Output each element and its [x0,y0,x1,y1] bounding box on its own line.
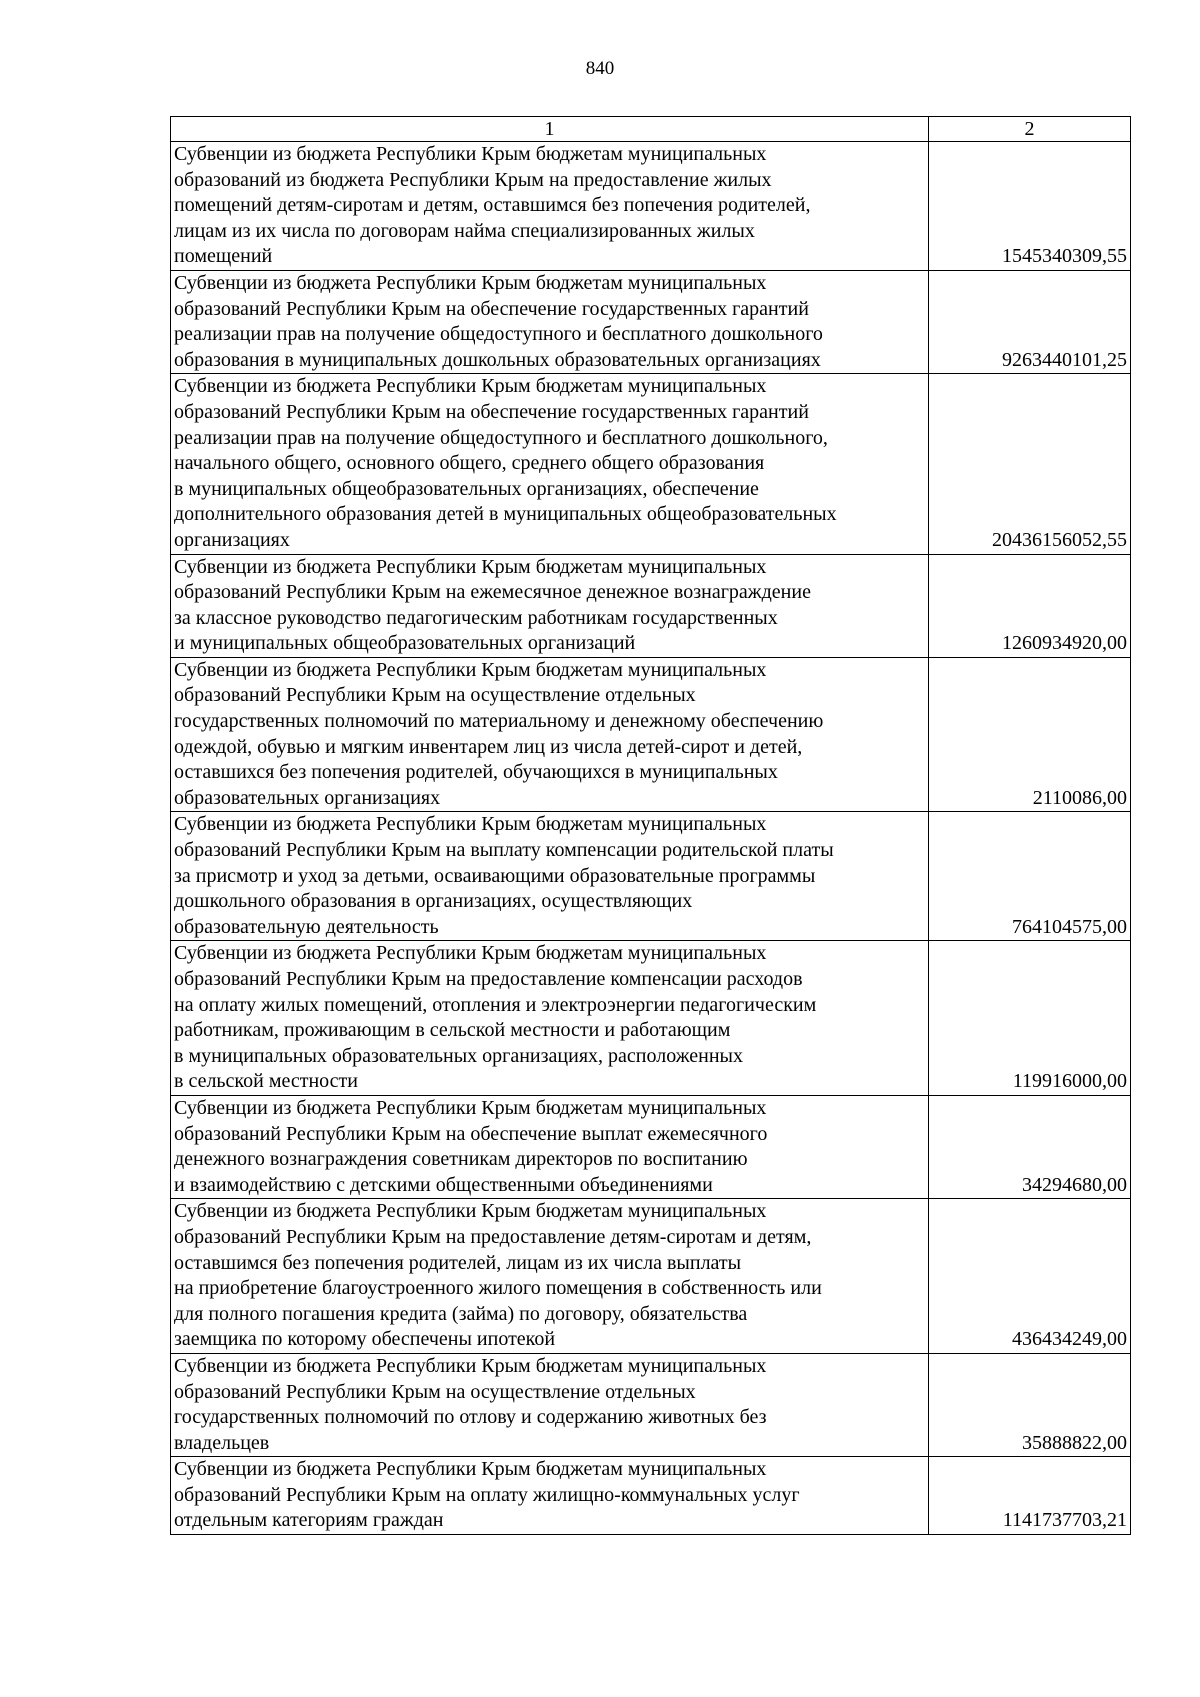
table-row [171,1353,1131,1456]
page-number: 840 [585,58,615,79]
table-header [171,117,1131,142]
row-amount: 764104575,00 [929,812,1131,941]
row-amount: 436434249,00 [929,1199,1131,1354]
table-body [171,142,1131,1535]
table-row [171,657,1131,812]
row-description: Субвенции из бюджета Республики Крым бюджетам муниципальных образований Республики Крым на оплату жилищно-коммунальных услуг отдельным категориям граждан [171,1457,929,1535]
budget-table [170,116,1131,1535]
table-row [171,270,1131,373]
row-description: Субвенции из бюджета Республики Крым бюджетам муниципальных образований из бюджета Республики Крым на предоставление жилых помещений детям-сиротам и детям, оставшимся без попечения родителей, лицам из их числа по договорам найма специализированных жилых помещений [171,142,929,271]
row-amount: 1545340309,55 [929,142,1131,271]
row-description: Субвенции из бюджета Республики Крым бюджетам муниципальных образований Республики Крым на осуществление отдельных государственных полномочий по материальному и денежному обеспечению одеждой, обувью и мягким инвентарем лиц из числа детей-сирот и детей, оставшихся без попечения родителей, обучающихся в муниципальных образовательных организациях [171,657,929,812]
row-description: Субвенции из бюджета Республики Крым бюджетам муниципальных образований Республики Крым на осуществление отдельных государственных полномочий по отлову и содержанию животных без владельцев [171,1353,929,1456]
table-row [171,554,1131,657]
row-amount: 2110086,00 [929,657,1131,812]
row-amount: 1260934920,00 [929,554,1131,657]
row-description: Субвенции из бюджета Республики Крым бюджетам муниципальных образований Республики Крым на обеспечение государственных гарантий реализации прав на получение общедоступного и бесплатного дошкольного, начального общего, основного общего, среднего общего образования в муниципальных общеобразовательных организациях, обеспечение дополнительного образования детей в муниципальных общеобразовательных организациях [171,374,929,554]
row-amount: 35888822,00 [929,1353,1131,1456]
row-amount: 9263440101,25 [929,270,1131,373]
header-row [171,117,1131,142]
row-description: Субвенции из бюджета Республики Крым бюджетам муниципальных образований Республики Крым на обеспечение выплат ежемесячного денежного вознаграждения советникам директоров по воспитанию и взаимодействию с детскими общественными объединениями [171,1095,929,1198]
table-row [171,1457,1131,1535]
row-description: Субвенции из бюджета Республики Крым бюджетам муниципальных образований Республики Крым на предоставление компенсации расходов на оплату жилых помещений, отопления и электроэнергии педагогическим работникам, проживающим в сельской местности и работающим в муниципальных образовательных организациях, расположенных в сельской местности [171,941,929,1096]
row-description: Субвенции из бюджета Республики Крым бюджетам муниципальных образований Республики Крым на обеспечение государственных гарантий реализации прав на получение общедоступного и бесплатного дошкольного образования в муниципальных дошкольных образовательных организациях [171,270,929,373]
table-row [171,374,1131,554]
row-description: Субвенции из бюджета Республики Крым бюджетам муниципальных образований Республики Крым на выплату компенсации родительской платы за присмотр и уход за детьми, осваивающими образовательные программы дошкольного образования в организациях, осуществляющих образовательную деятельность [171,812,929,941]
table-row [171,142,1131,271]
column-header-1: 1 [171,117,929,142]
row-amount: 119916000,00 [929,941,1131,1096]
table-row [171,812,1131,941]
row-amount: 1141737703,21 [929,1457,1131,1535]
table-row [171,1095,1131,1198]
table-row [171,1199,1131,1354]
row-description: Субвенции из бюджета Республики Крым бюджетам муниципальных образований Республики Крым на ежемесячное денежное вознаграждение за классное руководство педагогическим работникам государственных и муниципальных общеобразовательных организаций [171,554,929,657]
table-row [171,941,1131,1096]
row-description: Субвенции из бюджета Республики Крым бюджетам муниципальных образований Республики Крым на предоставление детям-сиротам и детям, оставшимся без попечения родителей, лицам из их числа выплаты на приобретение благоустроенного жилого помещения в собственность или для полного погашения кредита (займа) по договору, обязательства заемщика по которому обеспечены ипотекой [171,1199,929,1354]
row-amount: 34294680,00 [929,1095,1131,1198]
row-amount: 20436156052,55 [929,374,1131,554]
column-header-2: 2 [929,117,1131,142]
